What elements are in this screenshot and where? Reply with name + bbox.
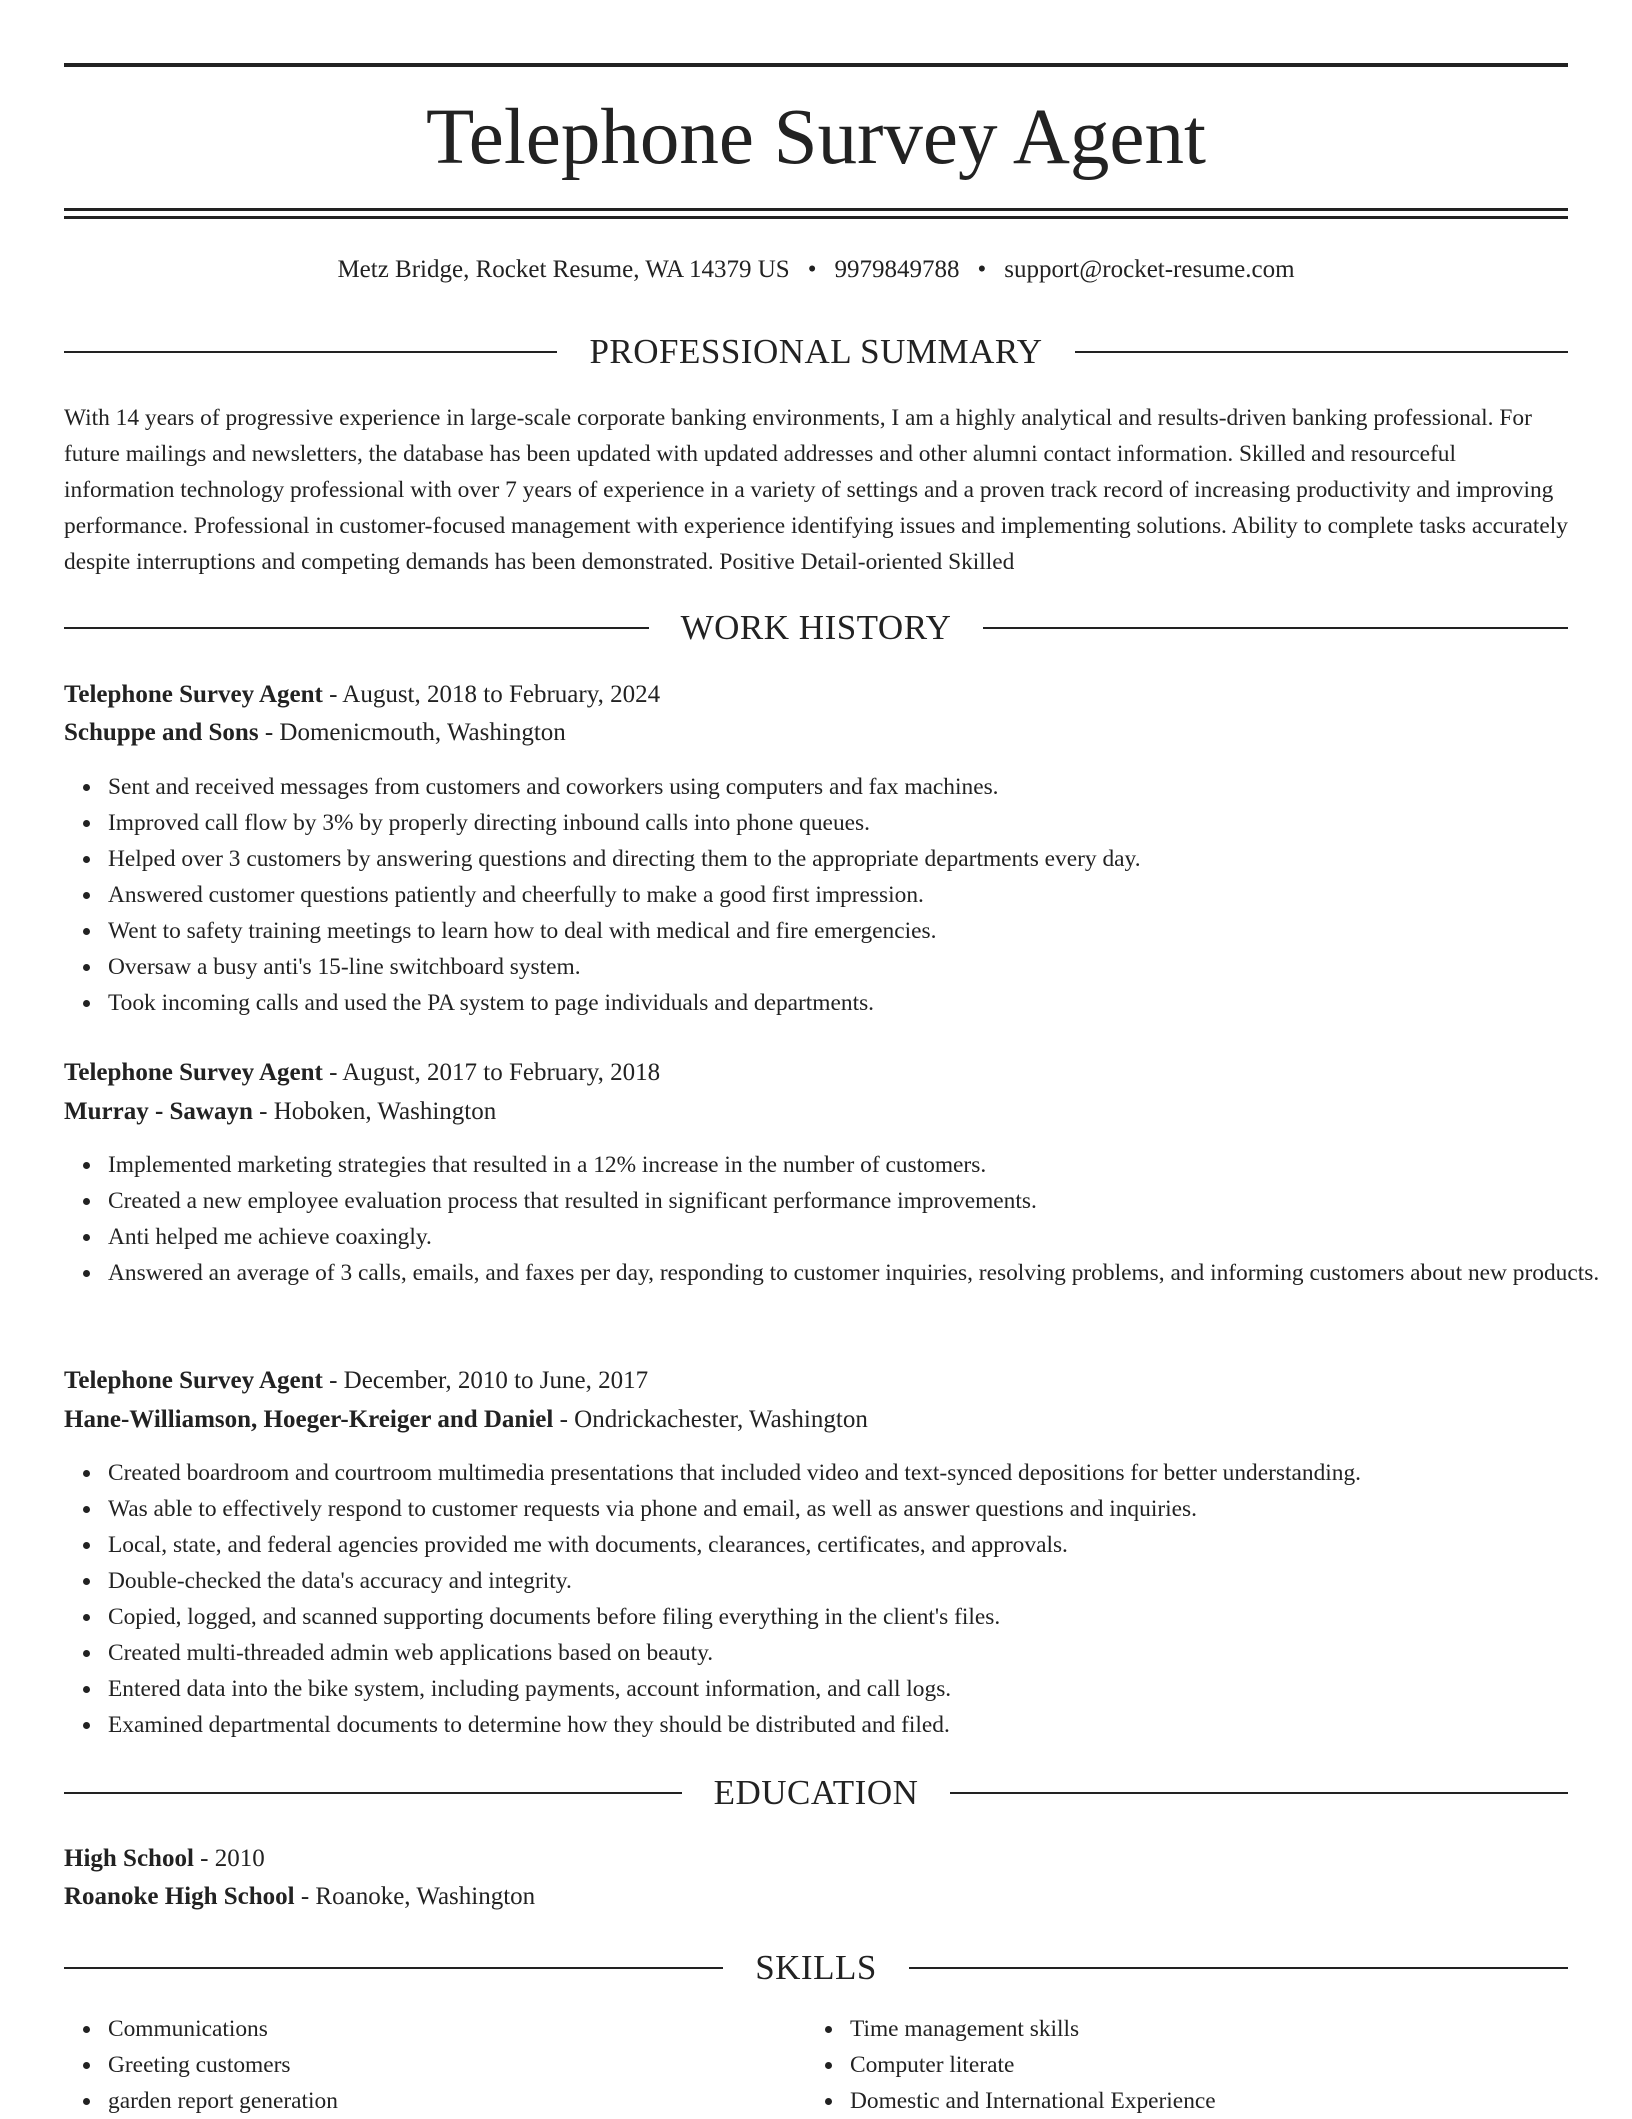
list-item: Copied, logged, and scanned supporting documents before filing everything in the client's files. (108, 1599, 1612, 1635)
education-degree-line (64, 1843, 1568, 1875)
job-title-line (64, 679, 1568, 711)
contact-separator: • (807, 256, 817, 283)
list-item: Answered an average of 3 calls, emails, and faxes per day, responding to customer inquiries, resolving problems, and informing customers about new products. (108, 1255, 1612, 1291)
job-dates: - August, 2018 to February, 2024 (322, 681, 661, 708)
list-item: Created boardroom and courtroom multimedia presentations that included video and text-synced depositions for better understanding. (108, 1455, 1612, 1491)
job-bullet-list (64, 1147, 1612, 1291)
list-item: Domestic and International Experience (850, 2083, 1612, 2119)
contact-email: support@rocket-resume.com (1004, 256, 1295, 283)
job-title: Telephone Survey Agent (64, 1367, 323, 1394)
job-bullet-list (64, 769, 1612, 1021)
list-item: Examined departmental documents to determine how they should be distributed and filed. (108, 1707, 1612, 1743)
header-double-rule-lower (64, 216, 1568, 219)
school-name: Roanoke High School (64, 1883, 295, 1910)
summary-heading (64, 330, 1568, 374)
heading-rule (909, 1967, 1568, 1969)
page-title: Telephone Survey Agent (426, 94, 1206, 181)
company-name: Schuppe and Sons (64, 719, 259, 746)
list-item: Double-checked the data's accuracy and integrity. (108, 1563, 1612, 1599)
list-item: Oversaw a busy anti's 15-line switchboard system. (108, 949, 1612, 985)
list-item: Entered data into the bike system, including payments, account information, and call logs. (108, 1671, 1612, 1707)
job-company-line (64, 717, 1568, 749)
company-location: - Ondrickachester, Washington (553, 1406, 868, 1433)
job-dates: - August, 2017 to February, 2018 (322, 1059, 661, 1086)
education-school-line (64, 1881, 1568, 1913)
job-dates: - December, 2010 to June, 2017 (322, 1367, 649, 1394)
list-item: Time management skills (850, 2011, 1612, 2047)
skills-heading (64, 1946, 1568, 1990)
company-location: - Hoboken, Washington (252, 1098, 497, 1125)
graduation-year: - 2010 (193, 1845, 265, 1872)
heading-rule (983, 627, 1568, 629)
contact-address: Metz Bridge, Rocket Resume, WA 14379 US (337, 256, 790, 283)
contact-separator: • (977, 256, 987, 283)
school-location: - Roanoke, Washington (294, 1883, 536, 1910)
list-item: Took incoming calls and used the PA system to page individuals and departments. (108, 985, 1612, 1021)
heading-rule (1075, 351, 1568, 353)
list-item: Implemented marketing strategies that resulted in a 12% increase in the number of customers. (108, 1147, 1612, 1183)
list-item: Communications (108, 2011, 850, 2047)
header-top-rule (64, 63, 1568, 67)
list-item: Helped over 3 customers by answering questions and directing them to the appropriate departments every day. (108, 841, 1612, 877)
degree: High School (64, 1845, 194, 1872)
list-item: Created multi-threaded admin web applications based on beauty. (108, 1635, 1612, 1671)
contact-phone: 9979849788 (834, 256, 960, 283)
job-title: Telephone Survey Agent (64, 681, 323, 708)
heading-rule (64, 351, 557, 353)
heading-rule (950, 1792, 1568, 1794)
list-item: Went to safety training meetings to learn how to deal with medical and fire emergencies. (108, 913, 1612, 949)
heading-rule (64, 627, 649, 629)
company-location: - Domenicmouth, Washington (258, 719, 566, 746)
heading-rule (64, 1792, 682, 1794)
section-title: PROFESSIONAL SUMMARY (589, 332, 1043, 371)
job-bullet-list (64, 1455, 1612, 1743)
job-title-line (64, 1365, 1568, 1397)
list-item: Was able to effectively respond to customer requests via phone and email, as well as answer questions and inquiries. (108, 1491, 1612, 1527)
job-title: Telephone Survey Agent (64, 1059, 323, 1086)
job-title-line (64, 1057, 1568, 1089)
list-item: Computer literate (850, 2047, 1612, 2083)
header-double-rule-upper (64, 208, 1568, 211)
job-company-line (64, 1404, 1568, 1436)
list-item: Improved call flow by 3% by properly directing inbound calls into phone queues. (108, 805, 1612, 841)
heading-rule (64, 1967, 723, 1969)
list-item: Anti helped me achieve coaxingly. (108, 1219, 1612, 1255)
skills-list-left (64, 2011, 850, 2119)
list-item: Created a new employee evaluation process that resulted in significant performance improvements. (108, 1183, 1612, 1219)
section-title: SKILLS (755, 1948, 877, 1987)
job-company-line (64, 1096, 1568, 1128)
company-name: Murray - Sawayn (64, 1098, 253, 1125)
list-item: Local, state, and federal agencies provided me with documents, clearances, certificates, and approvals. (108, 1527, 1612, 1563)
list-item: Sent and received messages from customers and coworkers using computers and fax machines. (108, 769, 1612, 805)
skills-list-right (806, 2011, 1612, 2119)
contact-line (64, 254, 1568, 286)
summary-text: With 14 years of progressive experience in large-scale corporate banking environments, I am a highly analytical and results-driven banking professional. For future mailings and newsletters, the database has been updated with updated addresses and other alumni contact information. Skilled and resourceful information technology professional with over 7 years of experience in a variety of settings and a proven track record of increasing productivity and improving performance. Professional in customer-focused management with experience identifying issues and implementing solutions. Ability to complete tasks accurately despite interruptions and competing demands has been demonstrated. Positive Detail-oriented Skilled (64, 405, 1568, 575)
section-title: WORK HISTORY (680, 608, 952, 647)
list-item: Greeting customers (108, 2047, 850, 2083)
section-title: EDUCATION (713, 1773, 919, 1812)
company-name: Hane-Williamson, Hoeger-Kreiger and Daniel (64, 1406, 554, 1433)
education-heading (64, 1771, 1568, 1815)
list-item: garden report generation (108, 2083, 850, 2119)
work-history-heading (64, 606, 1568, 650)
list-item: Answered customer questions patiently and cheerfully to make a good first impression. (108, 877, 1612, 913)
